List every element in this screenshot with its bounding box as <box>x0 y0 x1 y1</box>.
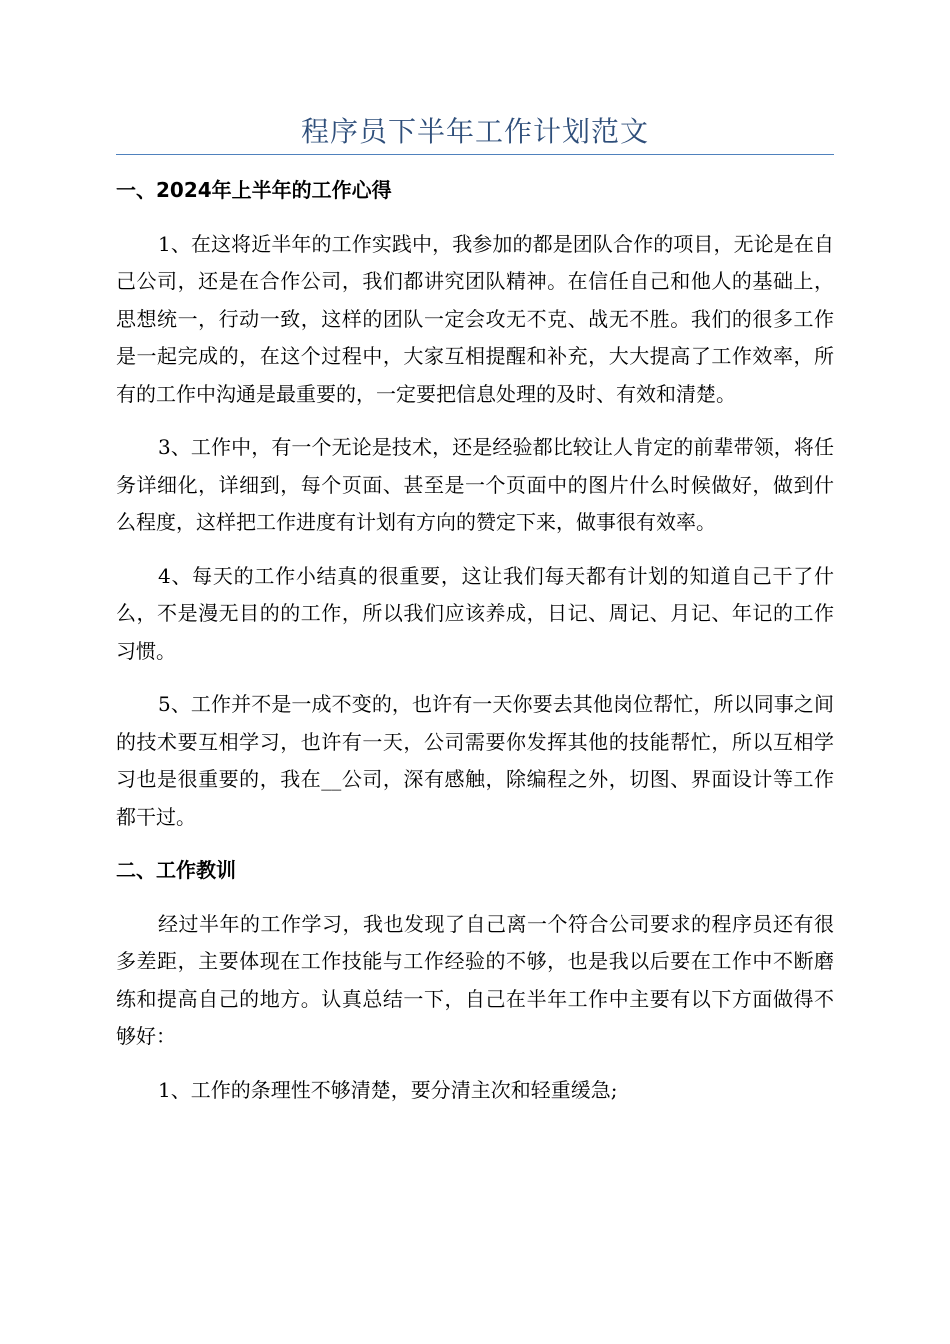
document-title: 程序员下半年工作计划范文 <box>300 115 649 148</box>
paragraph: 3、工作中，有一个无论是技术，还是经验都比较让人肯定的前辈带领，将任务详细化，详细到，每个页面、甚至是一个页面中的图片什么时候做好，做到什么程度，这样把工作进度有计划有方向的赞定下来，做事很有效率。 <box>116 435 834 534</box>
paragraph: 1、工作的条理性不够清楚，要分清主次和轻重缓急; <box>158 1077 618 1102</box>
document-body <box>116 172 834 1125</box>
paragraph: 5、工作并不是一成不变的，也许有一天你要去其他岗位帮忙，所以同事之间的技术要互相学习，也许有一天，公司需要你发挥其他的技能帮忙，所以互相学习也是很重要的，我在__公司，深有感触，除编程之外，切图、界面设计等工作都干过。 <box>116 692 834 829</box>
paragraph: 1、在这将近半年的工作实践中，我参加的都是团队合作的项目，无论是在自己公司，还是在合作公司，我们都讲究团队精神。在信任自己和他人的基础上，思想统一，行动一致，这样的团队一定会攻无不克、战无不胜。我们的很多工作是一起完成的，在这个过程中，大家互相提醒和补充，大大提高了工作效率，所有的工作中沟通是最重要的，一定要把信息处理的及时、有效和清楚。 <box>116 231 834 406</box>
title-underline <box>116 154 834 155</box>
section-heading-1: 一、2024年上半年的工作心得 <box>116 178 392 202</box>
paragraph: 经过半年的工作学习，我也发现了自己离一个符合公司要求的程序员还有很多差距，主要体现在工作技能与工作经验的不够，也是我以后要在工作中不断磨练和提高自己的地方。认真总结一下，自己在半年工作中主要有以下方面做得不够好： <box>116 911 834 1048</box>
paragraph: 4、每天的工作小结真的很重要，这让我们每天都有计划的知道自己干了什么，不是漫无目的的工作，所以我们应该养成，日记、周记、月记、年记的工作习惯。 <box>116 563 834 663</box>
section-heading-2: 二、工作教训 <box>116 858 236 882</box>
